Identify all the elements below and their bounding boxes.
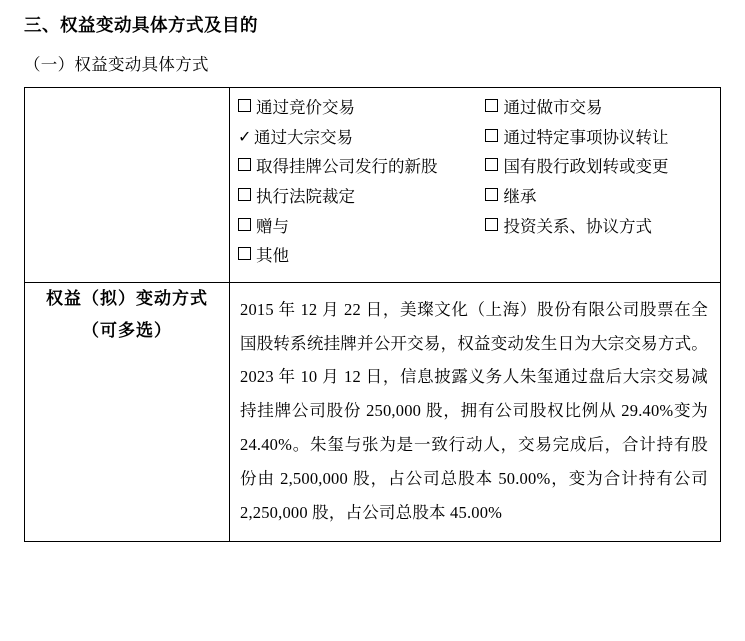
- description-paragraph: 2015 年 12 月 22 日，美璨文化（上海）股份有限公司股票在全国股转系统挂牌并公开交易，权益变动发生日为大宗交易方式。2023 年 10 月 12 日，信息披露义务人朱玺通过盘后大宗交易减持挂牌公司股份 250,000 股，拥有公司股权比例从 29.40%变为 24.40%。朱玺与张为是一致行动人，交易完成后，合计持有股份由 2,500,000 股，占公司总股本 50.00%，变为合计持有公司 2,250,000 股，占公司总股本 45.00%: [240, 299, 708, 522]
- option-row: [230, 187, 720, 208]
- checkbox-item-new-shares-issued[interactable]: [230, 157, 481, 178]
- row-label-cell: [25, 282, 230, 542]
- option-list: [230, 88, 720, 282]
- checkbox-label: 继承: [503, 186, 537, 206]
- checkbox-label: 通过做市交易: [503, 98, 603, 117]
- option-row: [230, 98, 720, 119]
- checkbox-item-state-owned-transfer[interactable]: [481, 157, 720, 178]
- checkbox-item-inheritance[interactable]: [481, 187, 720, 208]
- checkbox-label: 取得挂牌公司发行的新股: [256, 157, 438, 177]
- checkbox-item-court-ruling[interactable]: [230, 187, 481, 208]
- checkbox-label: 执行法院裁定: [256, 186, 355, 206]
- options-empty-cell: [25, 88, 230, 283]
- checkbox-item-block-trade[interactable]: [230, 128, 481, 149]
- table-row-description: [25, 282, 721, 542]
- checkbox-unchecked-icon[interactable]: [238, 158, 251, 171]
- checkbox-item-other[interactable]: [230, 246, 481, 267]
- checkbox-item-gift[interactable]: [230, 217, 481, 238]
- checkbox-item-auction-trade[interactable]: [230, 98, 481, 119]
- row-label-line1: 权益（拟）变动方式: [46, 288, 208, 308]
- description-cell: [230, 282, 721, 542]
- checkbox-label: 赠与: [256, 216, 289, 236]
- checkbox-label: 通过竞价交易: [256, 98, 355, 117]
- checkbox-label: 其他: [256, 246, 289, 266]
- checkbox-unchecked-icon[interactable]: [485, 188, 498, 201]
- checkbox-unchecked-icon[interactable]: [485, 99, 498, 112]
- checkbox-unchecked-icon[interactable]: [485, 158, 498, 171]
- subsection-heading: （一）权益变动具体方式: [24, 55, 209, 74]
- checkbox-unchecked-icon[interactable]: [485, 129, 498, 142]
- table-row-options: [25, 88, 721, 283]
- checkbox-item-market-making-trade[interactable]: [481, 98, 720, 119]
- checkbox-unchecked-icon[interactable]: [238, 218, 251, 231]
- checkbox-label: 通过特定事项协议转让: [503, 127, 669, 147]
- option-row: [230, 217, 720, 238]
- checkbox-label: 国有股行政划转或变更: [503, 157, 669, 177]
- checkbox-unchecked-icon[interactable]: [238, 188, 251, 201]
- checkbox-checked-icon[interactable]: ✓: [238, 128, 252, 146]
- section-heading: 三、权益变动具体方式及目的: [24, 15, 258, 35]
- option-row: [230, 128, 720, 149]
- checkbox-item-specific-agreement-transfer[interactable]: [481, 128, 720, 149]
- options-cell: [230, 88, 721, 283]
- checkbox-label: 通过大宗交易: [254, 127, 353, 147]
- option-row: [230, 157, 720, 178]
- option-row: [230, 246, 720, 267]
- checkbox-unchecked-icon[interactable]: [485, 218, 498, 231]
- checkbox-item-investment-relation[interactable]: [481, 217, 720, 238]
- equity-change-table: [24, 87, 721, 542]
- row-label-line2: （可多选）: [82, 321, 172, 341]
- checkbox-unchecked-icon[interactable]: [238, 99, 251, 112]
- checkbox-unchecked-icon[interactable]: [238, 247, 251, 260]
- checkbox-label: 投资关系、协议方式: [503, 216, 652, 236]
